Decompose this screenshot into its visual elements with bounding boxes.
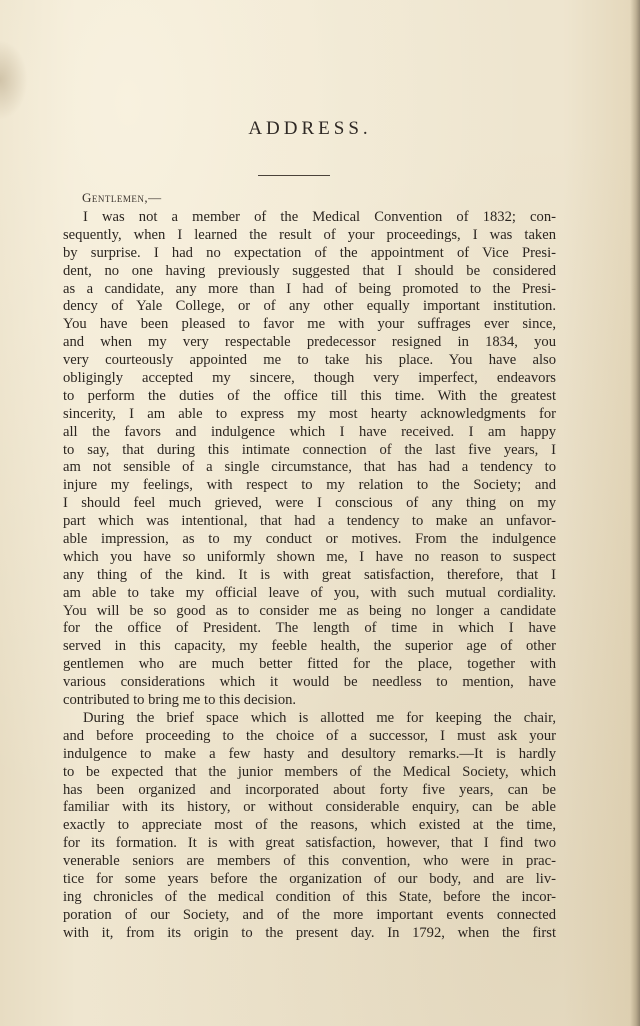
text-line: and before proceeding to the choice of a successor, I must ask your	[63, 727, 556, 744]
text-line: with it, from its origin to the present day. In 1792, when the first	[63, 924, 556, 941]
text-line: for the office of President. The length of time in which I have	[63, 620, 556, 637]
text-line: am able to take my official leave of you, with such mutual cordiality.	[63, 584, 556, 601]
text-line: to be expected that the junior members of the Medical Society, which	[63, 763, 556, 780]
text-line: any thing of the kind. It is with great satisfaction, therefore, that I	[63, 566, 556, 583]
page-edge-shadow	[630, 0, 640, 1026]
text-line: You have been pleased to favor me with your suffrages ever since,	[63, 316, 556, 333]
text-line: gentlemen who are much better fitted for the place, together with	[63, 656, 556, 673]
title-rule	[258, 175, 330, 176]
text-line: poration of our Society, and of the more important events connected	[63, 906, 556, 923]
text-line: to perform the duties of the office till this time. With the greatest	[63, 387, 556, 404]
text-line: dency of Yale College, or of any other equally important institution.	[63, 298, 556, 315]
text-line: am not sensible of a single circumstance, that has had a tendency to	[63, 459, 556, 476]
text-line: all the favors and indulgence which I have received. I am happy	[63, 423, 556, 440]
text-line: part which was intentional, that had a tendency to make an unfavor-	[63, 513, 556, 530]
text-line: as a candidate, any more than I had of being promoted to the Presi-	[63, 280, 556, 297]
text-line: During the brief space which is allotted me for keeping the chair,	[83, 709, 556, 726]
text-line: ing chronicles of the medical condition of this State, before the incor-	[63, 888, 556, 905]
text-line: by surprise. I had no expectation of the appointment of Vice Presi-	[63, 244, 556, 261]
text-line: sequently, when I learned the result of your proceedings, I was taken	[63, 226, 556, 243]
text-line: sincerity, I am able to express my most hearty acknowledgments for	[63, 405, 556, 422]
text-line: You will be so good as to consider me as being no longer a candidate	[63, 602, 556, 619]
text-line: dent, no one having previously suggested that I should be considered	[63, 262, 556, 279]
page-stain	[0, 40, 28, 120]
text-line: has been organized and incorporated about forty five years, can be	[63, 781, 556, 798]
text-line: I was not a member of the Medical Convention of 1832; con-	[83, 209, 556, 225]
text-line: familiar with its history, or without considerable enquiry, can be able	[63, 799, 556, 816]
text-line: indulgence to make a few hasty and desultory remarks.—It is hardly	[63, 745, 556, 762]
text-line: which you have so uniformly shown me, I have no reason to suspect	[63, 548, 556, 565]
text-line: for its formation. It is with great satisfaction, however, that I find two	[63, 835, 556, 852]
text-line: I should feel much grieved, were I conscious of any thing on my	[63, 495, 556, 512]
text-line: and when my very respectable predecessor resigned in 1834, you	[63, 334, 556, 351]
body-text	[63, 209, 556, 943]
text-line: contributed to bring me to this decision.	[63, 692, 297, 709]
text-line: injure my feelings, with respect to my relation to the Society; and	[63, 477, 556, 494]
text-line: obligingly accepted my sincere, though very imperfect, endeavors	[63, 370, 556, 387]
text-line: to say, that during this intimate connection of the last five years, I	[63, 441, 556, 458]
text-line: various considerations which it would be needless to mention, have	[63, 674, 556, 691]
text-line: able impression, as to my conduct or motives. From the indulgence	[63, 531, 556, 548]
text-line: very courteously appointed me to take his place. You have also	[63, 352, 556, 369]
text-line: exactly to appreciate most of the reasons, which existed at the time,	[63, 817, 556, 834]
page-title: ADDRESS.	[248, 118, 372, 139]
salutation: Gentlemen,—	[82, 190, 162, 205]
text-line: served in this capacity, my feeble health, the superior age of other	[63, 638, 556, 655]
text-line: venerable seniors are members of this convention, who were in prac-	[63, 853, 556, 870]
text-line: tice for some years before the organization of our body, and are liv-	[63, 870, 556, 887]
